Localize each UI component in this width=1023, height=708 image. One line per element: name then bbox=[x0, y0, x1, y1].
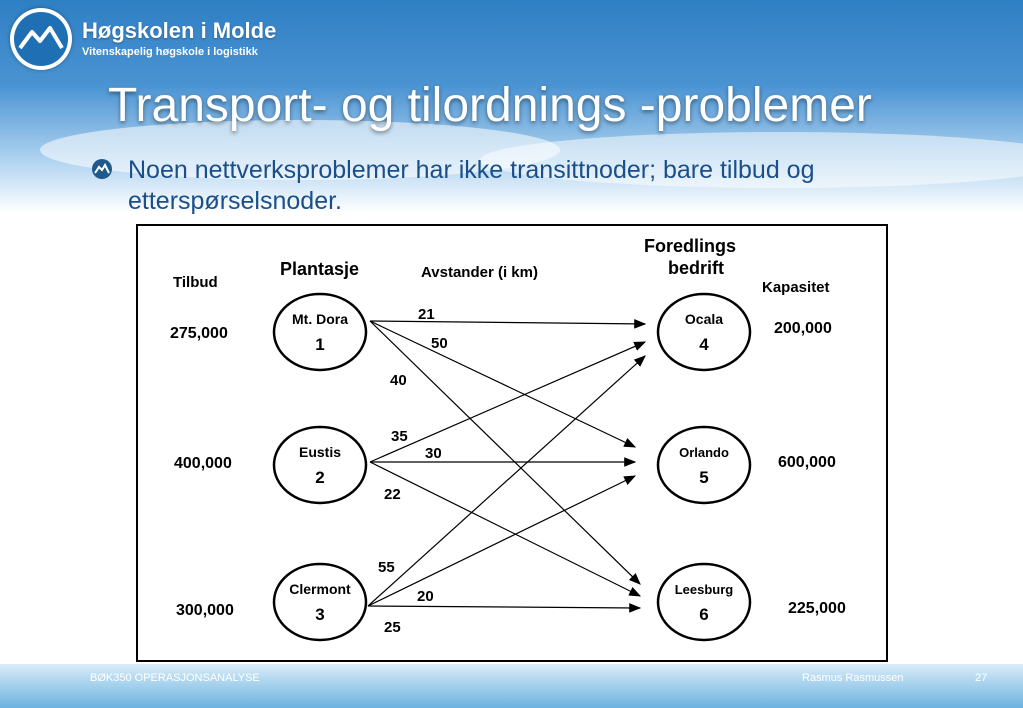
slide-footer bbox=[0, 664, 1023, 708]
distance-label-2-5: 30 bbox=[425, 445, 442, 462]
bullet-text: Noen nettverksproblemer har ikke transittnoder; bare tilbud og etterspørselsnoder. bbox=[128, 156, 815, 215]
distance-label-3-5: 20 bbox=[417, 588, 434, 605]
capacity-value-4: 200,000 bbox=[774, 320, 832, 337]
node-circle-2 bbox=[274, 427, 366, 503]
node-name-3: Clermont bbox=[289, 581, 351, 597]
school-name: Høgskolen i Molde bbox=[82, 18, 277, 43]
arc-1-6 bbox=[370, 321, 640, 584]
transport-network-diagram bbox=[136, 224, 888, 662]
node-circle-4 bbox=[658, 294, 750, 370]
distance-label-1-6: 40 bbox=[390, 372, 407, 389]
supply-value-1: 275,000 bbox=[170, 325, 228, 342]
sinks-header-line1: Foredlings bbox=[644, 236, 737, 256]
node-circle-1 bbox=[274, 294, 366, 370]
node-id-4: 4 bbox=[699, 335, 709, 354]
distance-label-1-5: 50 bbox=[431, 335, 448, 352]
node-circle-6 bbox=[658, 564, 750, 640]
capacity-value-5: 600,000 bbox=[778, 454, 836, 471]
sinks-header-line2: bedrift bbox=[668, 258, 724, 278]
node-circle-3 bbox=[274, 564, 366, 640]
distance-label-2-4: 35 bbox=[391, 428, 408, 445]
node-id-6: 6 bbox=[699, 605, 709, 624]
distance-label-1-4: 21 bbox=[418, 306, 435, 323]
arc-1-4 bbox=[370, 321, 645, 324]
school-logo bbox=[10, 8, 277, 70]
distance-label-3-6: 25 bbox=[384, 619, 401, 636]
sources-header: Plantasje bbox=[280, 259, 360, 279]
arc-3-6 bbox=[368, 606, 640, 608]
distance-label-2-6: 22 bbox=[384, 486, 401, 503]
node-name-5: Orlando bbox=[679, 445, 729, 460]
slide-title: Transport- og tilordnings -problemer bbox=[108, 79, 872, 132]
capacity-header: Kapasitet bbox=[762, 279, 830, 296]
supply-header: Tilbud bbox=[173, 274, 218, 291]
node-id-1: 1 bbox=[315, 335, 325, 354]
node-name-4: Ocala bbox=[684, 311, 724, 327]
node-id-5: 5 bbox=[699, 468, 709, 487]
node-id-3: 3 bbox=[315, 605, 325, 624]
node-circle-5 bbox=[658, 427, 750, 503]
node-name-1: Mt. Dora bbox=[292, 311, 348, 327]
arc-1-5 bbox=[370, 321, 635, 447]
distance-header: Avstander (i km) bbox=[421, 264, 538, 281]
footer-course: BØK350 OPERASJONSANALYSE bbox=[90, 672, 260, 684]
school-tagline: Vitenskapelig høgskole i logistikk bbox=[82, 46, 258, 58]
arc-3-5 bbox=[368, 476, 635, 606]
supply-value-2: 400,000 bbox=[174, 455, 232, 472]
capacity-value-6: 225,000 bbox=[788, 600, 846, 617]
node-id-2: 2 bbox=[315, 468, 325, 487]
arc-2-4 bbox=[370, 342, 645, 462]
bullet-mountain-icon bbox=[92, 159, 112, 179]
footer-author: Rasmus Rasmussen bbox=[802, 672, 904, 684]
node-name-2: Eustis bbox=[298, 444, 342, 460]
supply-value-3: 300,000 bbox=[176, 602, 234, 619]
node-name-6: Leesburg bbox=[674, 582, 734, 597]
footer-page-number: 27 bbox=[975, 672, 988, 684]
distance-label-3-4: 55 bbox=[378, 559, 395, 576]
mountain-logo-icon bbox=[10, 8, 72, 70]
